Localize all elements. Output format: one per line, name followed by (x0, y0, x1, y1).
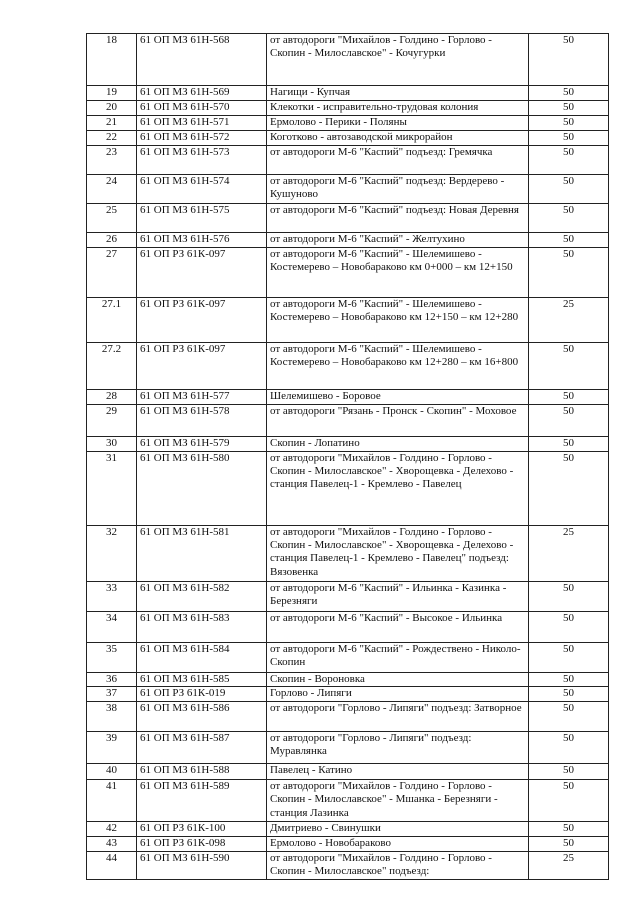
table-row (87, 526, 609, 582)
road-description-cell: Клекотки - исправительно-трудовая колония (267, 101, 529, 116)
row-number-cell: 27 (87, 248, 137, 298)
table-row (87, 233, 609, 248)
row-number-cell: 42 (87, 822, 137, 837)
road-code-cell: 61 ОП МЗ 61Н-571 (137, 116, 267, 131)
table-row (87, 687, 609, 702)
speed-limit-cell: 50 (529, 437, 609, 452)
table-row (87, 405, 609, 437)
road-code-cell: 61 ОП МЗ 61Н-584 (137, 643, 267, 673)
speed-limit-cell: 50 (529, 131, 609, 146)
row-number-cell: 21 (87, 116, 137, 131)
table-row (87, 131, 609, 146)
road-description-cell: от автодороги М-6 "Каспий" - Высокое - Ильинка (267, 612, 529, 643)
table-row (87, 702, 609, 732)
road-description-cell: от автодороги М-6 "Каспий" - Шелемишево - Костемерево – Новобараково км 0+000 – км 12+150 (267, 248, 529, 298)
road-description-cell: от автодороги "Горлово - Липяги" подъезд: Затворное (267, 702, 529, 732)
row-number-cell: 25 (87, 204, 137, 233)
row-number-cell: 23 (87, 146, 137, 175)
road-code-cell: 61 ОП РЗ 61К-097 (137, 248, 267, 298)
table-row (87, 298, 609, 343)
table-row (87, 437, 609, 452)
road-code-cell: 61 ОП МЗ 61Н-577 (137, 390, 267, 405)
speed-limit-cell: 50 (529, 343, 609, 390)
speed-limit-cell: 50 (529, 175, 609, 204)
road-code-cell: 61 ОП МЗ 61Н-586 (137, 702, 267, 732)
table-row (87, 732, 609, 764)
row-number-cell: 30 (87, 437, 137, 452)
speed-limit-cell: 50 (529, 101, 609, 116)
speed-limit-cell: 50 (529, 452, 609, 526)
row-number-cell: 27.2 (87, 343, 137, 390)
row-number-cell: 19 (87, 86, 137, 101)
road-code-cell: 61 ОП МЗ 61Н-572 (137, 131, 267, 146)
speed-limit-cell: 50 (529, 405, 609, 437)
road-code-cell: 61 ОП МЗ 61Н-568 (137, 34, 267, 86)
speed-limit-cell: 50 (529, 837, 609, 852)
table-row (87, 116, 609, 131)
row-number-cell: 36 (87, 673, 137, 687)
road-code-cell: 61 ОП МЗ 61Н-579 (137, 437, 267, 452)
road-code-cell: 61 ОП МЗ 61Н-581 (137, 526, 267, 582)
row-number-cell: 37 (87, 687, 137, 702)
road-description-cell: от автодороги "Михайлов - Голдино - Горлово - Скопин - Милославское" - Хворощевка - Делехово - станция Павелец-1 - Кремлево - Павелец (267, 452, 529, 526)
row-number-cell: 33 (87, 582, 137, 612)
road-description-cell: Ермолово - Новобараково (267, 837, 529, 852)
table-row (87, 612, 609, 643)
table-row (87, 86, 609, 101)
table-row (87, 837, 609, 852)
table-row (87, 852, 609, 879)
row-number-cell: 22 (87, 131, 137, 146)
speed-limit-cell: 50 (529, 612, 609, 643)
table-row (87, 204, 609, 233)
road-description-cell: от автодороги "Рязань - Пронск - Скопин" - Моховое (267, 405, 529, 437)
table-row (87, 452, 609, 526)
speed-limit-cell: 50 (529, 702, 609, 732)
speed-limit-cell: 50 (529, 764, 609, 780)
road-description-cell: Коготково - автозаводской микрорайон (267, 131, 529, 146)
table-row (87, 673, 609, 687)
road-code-cell: 61 ОП РЗ 61К-100 (137, 822, 267, 837)
table-row (87, 343, 609, 390)
road-code-cell: 61 ОП МЗ 61Н-588 (137, 764, 267, 780)
road-description-cell: от автодороги "Михайлов - Голдино - Горлово - Скопин - Милославское" подъезд: (267, 852, 529, 879)
road-code-cell: 61 ОП МЗ 61Н-580 (137, 452, 267, 526)
roads-table (86, 33, 609, 880)
row-number-cell: 31 (87, 452, 137, 526)
road-description-cell: от автодороги М-6 "Каспий" подъезд: Гремячка (267, 146, 529, 175)
road-code-cell: 61 ОП МЗ 61Н-582 (137, 582, 267, 612)
road-description-cell: от автодороги "Михайлов - Голдино - Горлово - Скопин - Милославское" - Мшанка - Березняги - станция Лазинка (267, 780, 529, 822)
row-number-cell: 26 (87, 233, 137, 248)
speed-limit-cell: 50 (529, 822, 609, 837)
row-number-cell: 20 (87, 101, 137, 116)
road-description-cell: от автодороги М-6 "Каспий" подъезд: Вердерево - Кушуново (267, 175, 529, 204)
row-number-cell: 43 (87, 837, 137, 852)
speed-limit-cell: 50 (529, 390, 609, 405)
road-description-cell: Скопин - Лопатино (267, 437, 529, 452)
speed-limit-cell: 25 (529, 852, 609, 879)
speed-limit-cell: 50 (529, 146, 609, 175)
road-description-cell: Дмитриево - Свинушки (267, 822, 529, 837)
road-code-cell: 61 ОП МЗ 61Н-575 (137, 204, 267, 233)
road-code-cell: 61 ОП РЗ 61К-097 (137, 298, 267, 343)
road-code-cell: 61 ОП МЗ 61Н-576 (137, 233, 267, 248)
speed-limit-cell: 50 (529, 673, 609, 687)
road-code-cell: 61 ОП МЗ 61Н-590 (137, 852, 267, 879)
road-description-cell: Шелемишево - Боровое (267, 390, 529, 405)
road-code-cell: 61 ОП РЗ 61К-019 (137, 687, 267, 702)
speed-limit-cell: 50 (529, 248, 609, 298)
speed-limit-cell: 25 (529, 526, 609, 582)
road-description-cell: Ермолово - Перики - Поляны (267, 116, 529, 131)
speed-limit-cell: 50 (529, 780, 609, 822)
road-code-cell: 61 ОП МЗ 61Н-583 (137, 612, 267, 643)
speed-limit-cell: 50 (529, 116, 609, 131)
table-row (87, 34, 609, 86)
table-row (87, 175, 609, 204)
row-number-cell: 18 (87, 34, 137, 86)
speed-limit-cell: 50 (529, 687, 609, 702)
road-code-cell: 61 ОП МЗ 61Н-574 (137, 175, 267, 204)
row-number-cell: 41 (87, 780, 137, 822)
road-code-cell: 61 ОП МЗ 61Н-573 (137, 146, 267, 175)
speed-limit-cell: 50 (529, 34, 609, 86)
road-description-cell: от автодороги М-6 "Каспий" - Желтухино (267, 233, 529, 248)
road-code-cell: 61 ОП МЗ 61Н-570 (137, 101, 267, 116)
row-number-cell: 34 (87, 612, 137, 643)
speed-limit-cell: 50 (529, 233, 609, 248)
speed-limit-cell: 50 (529, 732, 609, 764)
row-number-cell: 24 (87, 175, 137, 204)
speed-limit-cell: 50 (529, 643, 609, 673)
road-description-cell: от автодороги М-6 "Каспий" - Шелемишево - Костемерево – Новобараково км 12+150 – км 12+280 (267, 298, 529, 343)
speed-limit-cell: 50 (529, 204, 609, 233)
row-number-cell: 32 (87, 526, 137, 582)
road-description-cell: Скопин - Вороновка (267, 673, 529, 687)
table-row (87, 248, 609, 298)
row-number-cell: 28 (87, 390, 137, 405)
speed-limit-cell: 25 (529, 298, 609, 343)
road-description-cell: Горлово - Липяги (267, 687, 529, 702)
row-number-cell: 27.1 (87, 298, 137, 343)
road-description-cell: от автодороги М-6 "Каспий" - Шелемишево - Костемерево – Новобараково км 12+280 – км 16+800 (267, 343, 529, 390)
road-description-cell: от автодороги М-6 "Каспий" подъезд: Новая Деревня (267, 204, 529, 233)
table-row (87, 101, 609, 116)
road-description-cell: от автодороги М-6 "Каспий" - Ильинка - Казинка - Березняги (267, 582, 529, 612)
row-number-cell: 35 (87, 643, 137, 673)
road-code-cell: 61 ОП МЗ 61Н-578 (137, 405, 267, 437)
row-number-cell: 44 (87, 852, 137, 879)
table-row (87, 764, 609, 780)
road-code-cell: 61 ОП РЗ 61К-098 (137, 837, 267, 852)
table-row (87, 643, 609, 673)
road-description-cell: от автодороги "Михайлов - Голдино - Горлово - Скопин - Милославское" - Кочугурки (267, 34, 529, 86)
road-code-cell: 61 ОП МЗ 61Н-569 (137, 86, 267, 101)
road-description-cell: Нагищи - Купчая (267, 86, 529, 101)
road-description-cell: от автодороги "Горлово - Липяги" подъезд: Муравлянка (267, 732, 529, 764)
road-code-cell: 61 ОП МЗ 61Н-589 (137, 780, 267, 822)
road-description-cell: от автодороги "Михайлов - Голдино - Горлово - Скопин - Милославское" - Хворощевка - Делехово - станция Павелец-1 - Кремлево - Павелец" подъезд: Вязовенка (267, 526, 529, 582)
row-number-cell: 40 (87, 764, 137, 780)
road-code-cell: 61 ОП МЗ 61Н-587 (137, 732, 267, 764)
table-row (87, 780, 609, 822)
road-code-cell: 61 ОП МЗ 61Н-585 (137, 673, 267, 687)
roads-table-body (87, 34, 609, 880)
table-row (87, 390, 609, 405)
table-row (87, 582, 609, 612)
row-number-cell: 29 (87, 405, 137, 437)
row-number-cell: 38 (87, 702, 137, 732)
row-number-cell: 39 (87, 732, 137, 764)
road-description-cell: от автодороги М-6 "Каспий" - Рождествено - Николо-Скопин (267, 643, 529, 673)
table-row (87, 822, 609, 837)
table-row (87, 146, 609, 175)
road-description-cell: Павелец - Катино (267, 764, 529, 780)
speed-limit-cell: 50 (529, 86, 609, 101)
speed-limit-cell: 50 (529, 582, 609, 612)
road-code-cell: 61 ОП РЗ 61К-097 (137, 343, 267, 390)
